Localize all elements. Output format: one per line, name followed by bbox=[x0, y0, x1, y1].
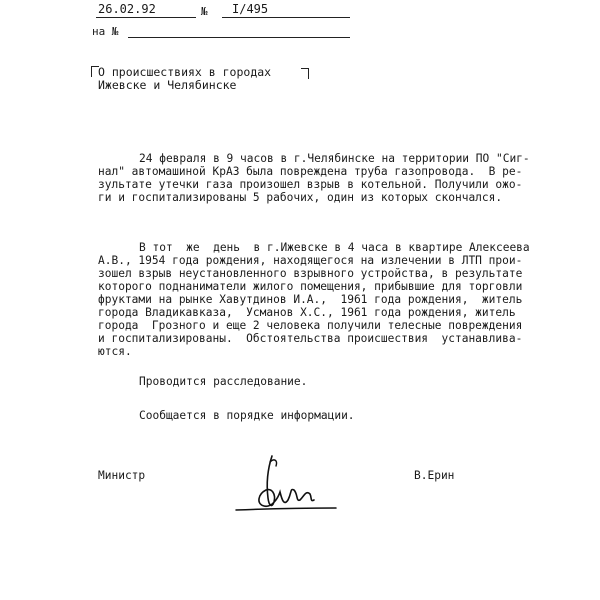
signatory-name: В.Ерин bbox=[414, 469, 455, 482]
paragraph-1-line-2: нал" автомашиной КрАЗ была повреждена труба газопровода. В ре- bbox=[98, 165, 523, 178]
date-underline bbox=[96, 17, 196, 18]
reply-prefix: на № bbox=[92, 25, 119, 38]
paragraph-2-line-8: и госпитализированы. Обстоятельства происшествия устанавлива- bbox=[98, 332, 523, 345]
paragraph-2-line-7: города Грозного и еще 2 человека получили телесные повреждения bbox=[98, 319, 523, 332]
number-sign: № bbox=[201, 5, 208, 18]
paragraph-2-line-2: А.В., 1954 года рождения, находящегося на излечении в ЛТП прои- bbox=[98, 254, 523, 267]
document-number: I/495 bbox=[232, 2, 269, 16]
title-line-2: Ижевске и Челябинске bbox=[98, 78, 237, 92]
title-line-1: О происшествиях в городах bbox=[98, 65, 272, 79]
paragraph-2-line-3: зошел взрыв неустановленного взрывного устройства, в результате bbox=[98, 267, 523, 280]
paragraph-2-line-5: фруктами на рынке Хавутдинов И.А., 1961 года рождения, житель bbox=[98, 293, 523, 306]
paragraph-2-line-9: ются. bbox=[98, 345, 132, 358]
reply-underline bbox=[128, 37, 350, 38]
paragraph-1-line-3: зультате утечки газа произошел взрыв в котельной. Получили ожо- bbox=[98, 178, 523, 191]
paragraph-1-line-4: ги и госпитализированы 5 рабочих, один из которых скончался. bbox=[98, 191, 503, 204]
document-date: 26.02.92 bbox=[98, 2, 156, 16]
signatory-role: Министр bbox=[98, 469, 146, 482]
number-underline bbox=[222, 17, 350, 18]
closing-information: Сообщается в порядке информации. bbox=[139, 409, 355, 422]
paragraph-2-line-4: которого поднаниматели жилого помещения, прибывшие для торговли bbox=[98, 280, 523, 293]
paragraph-1-line-1: 24 февраля в 9 часов в г.Челябинске на территории ПО "Сиг- bbox=[139, 152, 530, 165]
paragraph-2-line-1: В тот же день в г.Ижевске в 4 часа в квартире Алексеева bbox=[139, 241, 530, 254]
title-right-bracket bbox=[301, 68, 309, 79]
paragraph-2-line-6: города Владикавказа, Усманов Х.С., 1961 года рождения, житель bbox=[98, 306, 516, 319]
closing-investigation: Проводится расследование. bbox=[139, 375, 308, 388]
handwritten-signature bbox=[232, 448, 342, 518]
